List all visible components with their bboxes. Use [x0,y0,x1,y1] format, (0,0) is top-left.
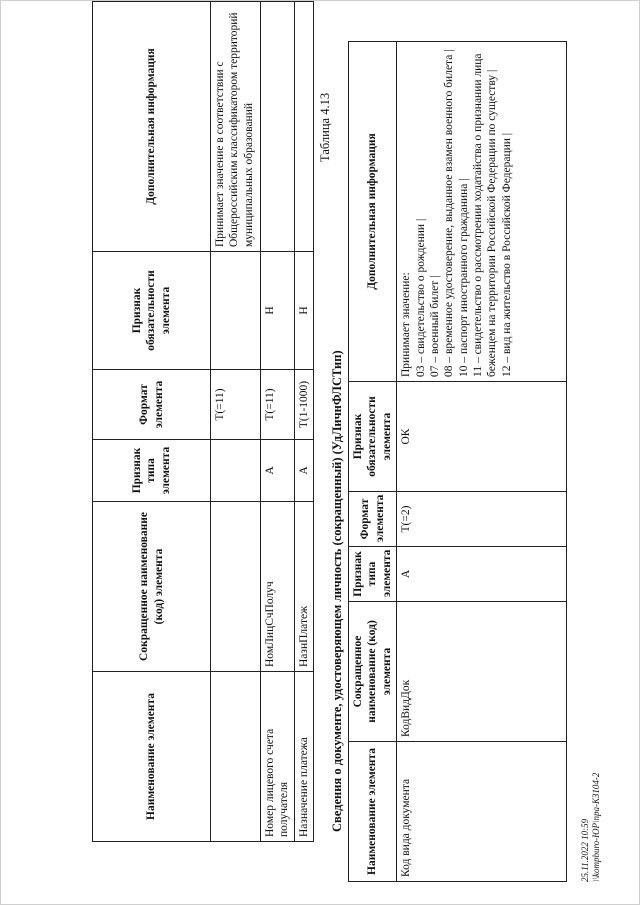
table-header-row [349,42,397,882]
header-required: Признак обязательности элемента [349,382,397,492]
cell-type: А [294,440,313,502]
info-line: 03 – свидетельство о рождении | [414,218,427,377]
table-row [261,2,295,842]
info-line: Принимает значение: [400,272,413,377]
header-name: Наименование элемента [349,742,397,882]
cell-required: Н [294,252,313,370]
print-footer [580,773,602,882]
table-number-label: Таблица 4.13 [318,92,332,162]
header-code: Сокращенное наименование (код) элемента [93,502,211,672]
cell-info [294,2,313,252]
cell-required: Н [261,252,295,370]
cell-code: КодВидДок [397,602,567,742]
header-name: Наименование элемента [93,672,211,842]
cell-info [397,42,567,382]
header-type: Признак типа элемента [349,547,397,602]
cell-type [211,440,261,502]
table-title: Сведения о документе, удостоверяющем личность (сокращенный) (УдЛичнФЛСТип) [330,350,344,832]
header-format: Формат элемента [93,370,211,440]
cell-name: Номер лицевого счета получателя [261,672,295,842]
header-info: Дополнительная информация [349,42,397,382]
header-type: Признак типа элемента [93,440,211,502]
cell-code: НомЛицСчПолуч [261,502,295,672]
footer-path: \\kompburo-ЮР\npa-КЗ104-2 [590,772,601,882]
cell-format: T(1-1000) [294,370,313,440]
info-line: 08 – временное удостоверение, выданное взамен военного билета | [443,49,456,377]
info-line: 12 – вид на жительство в Российской Федерации | [500,132,513,377]
cell-format: T(=2) [397,492,567,547]
cell-format: T(=11) [261,370,295,440]
table-row [211,2,261,842]
table-header-row [93,2,211,842]
document-identity-table [348,41,567,882]
cell-required: ОК [397,382,567,492]
cell-name: Назначение платежа [294,672,313,842]
cell-type: А [261,440,295,502]
cell-name [211,672,261,842]
info-line: 10 – паспорт иностранного гражданина | [457,178,470,377]
cell-info [261,2,295,252]
header-code: Сокращенное наименование (код) элемента [349,602,397,742]
cell-required [211,252,261,370]
cell-type: А [397,547,567,602]
cell-name: Код вида документа [397,742,567,882]
table-continuation [92,1,314,842]
cell-code: НазнПлатеж [294,502,313,672]
info-line: 07 – военный билет | [428,275,441,377]
footer-timestamp: 25.11.2022 10:59 [580,818,590,882]
info-line: 11 – свидетельство о рассмотрении ходатайства о признании лица беженцем на территории Российской Федерации по существу | [472,53,499,377]
table-row [397,42,567,882]
cell-info: Принимает значение в соответствии с Общероссийским классификатором территорий муниципальных образований [211,2,261,252]
header-required: Признак обязательности элемента [93,252,211,370]
cell-code [211,502,261,672]
header-format: Формат элемента [349,492,397,547]
header-info: Дополнительная информация [93,2,211,252]
cell-format: T(=11) [211,370,261,440]
table-row [294,2,313,842]
rotated-page [20,12,612,882]
